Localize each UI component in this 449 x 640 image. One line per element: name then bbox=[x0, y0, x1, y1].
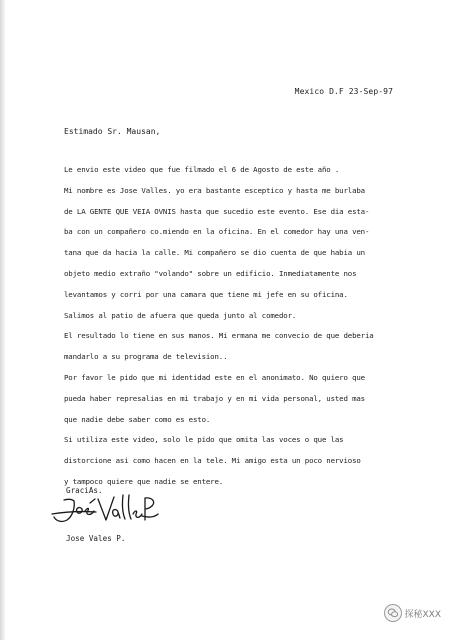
signer-name: Jose Vales P. bbox=[66, 534, 126, 543]
closing: GraciAs. bbox=[66, 486, 103, 495]
body-line: tana que da hacia la calle. Mi compañero se dio cuenta de que habia un bbox=[64, 248, 365, 258]
body-line: Si utiliza este video, solo le pido que omita las voces o que las bbox=[64, 435, 344, 445]
body-line: Salimos al patio de afuera que queda junto al comedor. bbox=[64, 310, 297, 320]
letter-date: Mexico D.F 23-Sep-97 bbox=[294, 87, 393, 96]
body-line: Le envio este video que fue filmado el 6 de Agosto de este año . bbox=[64, 165, 340, 174]
watermark bbox=[384, 604, 442, 622]
body-line: pueda haber represalias en mi trabajo y en mi vida personal, usted mas bbox=[64, 393, 365, 403]
body-line: ba con un compañero co.miendo en la oficina. En el comedor hay una ven- bbox=[64, 227, 370, 237]
body-line: El resultado lo tiene en sus manos. Mi ermana me convecio de que deberia bbox=[64, 331, 374, 341]
body-line: que nadie debe saber como es esto. bbox=[64, 414, 211, 424]
watermark-text: 探秘XXX bbox=[404, 609, 441, 620]
body-line: Mi nombre es Jose Valles. yo era bastante esceptico y hasta me burlaba bbox=[64, 185, 365, 195]
body-line: mandarlo a su programa de television.. bbox=[64, 352, 228, 362]
body-line: Por favor le pido que mi identidad este en el anonimato. No quiero que bbox=[64, 372, 365, 382]
body-line: y tampoco quiere que nadie se entere. bbox=[64, 476, 224, 486]
body-line: distorcione asi como hacen en la tele. Mi amigo esta un poco nervioso bbox=[64, 456, 361, 466]
body-line: de LA GENTE QUE VEIA OVNIS hasta que sucedio este evento. Ese dia esta- bbox=[64, 206, 370, 216]
body-line: levantamos y corri por una camara que tiene mi jefe en su oficina. bbox=[64, 289, 348, 299]
wechat-icon bbox=[384, 604, 402, 622]
letter-body bbox=[64, 160, 394, 493]
body-line: objeto medio extraño "volando" sobre un edificio. Inmediatamente nos bbox=[64, 268, 357, 278]
page-edge-shadow bbox=[0, 0, 6, 640]
salutation: Estimado Sr. Mausan, bbox=[64, 127, 161, 136]
handwritten-signature bbox=[50, 490, 160, 530]
